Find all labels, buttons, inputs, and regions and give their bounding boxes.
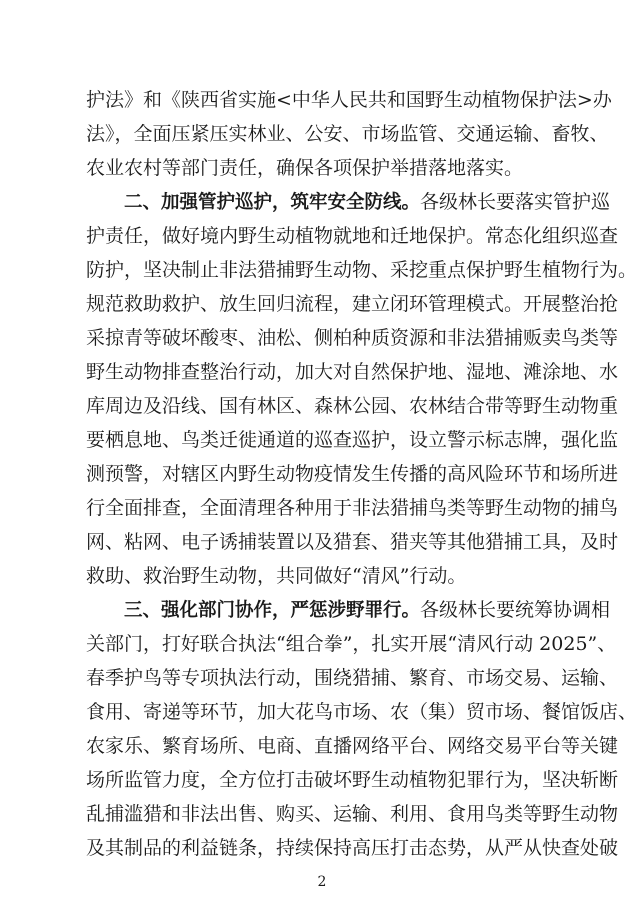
body-line: 农业农村等部门责任，确保各项保护举措落地落实。 bbox=[86, 157, 524, 179]
body-line: 场所监管力度，全方位打击破坏野生动植物犯罪行为，坚决斩断 bbox=[86, 769, 619, 791]
section-two-heading: 二、加强管护巡护，筑牢安全防线。 bbox=[124, 192, 421, 213]
body-line: 食用、寄递等环节，加大花鸟市场、农（集）贸市场、餐馆饭店、 bbox=[86, 701, 638, 723]
section-three-lead: 各级林长要统筹协调相 bbox=[420, 599, 611, 621]
body-line: 关部门，打好联合执法“组合拳”，扎实开展“清风行动 2025”、 bbox=[86, 633, 617, 655]
body-line: 护责任，做好境内野生动植物就地和迁地保护。常态化组织巡查 bbox=[86, 225, 619, 247]
body-line: 规范救助救护、放生回归流程，建立闭环管理模式。开展整治抢 bbox=[86, 293, 619, 315]
body-line: 救助、救治野生动物，共同做好“清风”行动。 bbox=[86, 565, 467, 587]
body-line: 农家乐、繁育场所、电商、直播网络平台、网络交易平台等关键 bbox=[86, 735, 619, 757]
body-line: 及其制品的利益链条，持续保持高压打击态势，从严从快查处破 bbox=[86, 837, 619, 859]
body-line: 要栖息地、鸟类迁徙通道的巡查巡护，设立警示标志牌，强化监 bbox=[86, 429, 619, 451]
body-line: 行全面排查，全面清理各种用于非法猎捕鸟类等野生动物的捕鸟 bbox=[86, 497, 619, 519]
body-line: 法》，全面压紧压实林业、公安、市场监管、交通运输、畜牧、 bbox=[86, 123, 609, 145]
section-two-first-line bbox=[124, 185, 611, 219]
body-line: 采掠青等破坏酸枣、油松、侧柏种质资源和非法猎捕贩卖鸟类等 bbox=[86, 327, 619, 349]
body-line: 防护，坚决制止非法猎捕野生动物、采挖重点保护野生植物行为。 bbox=[86, 259, 638, 281]
section-three-first-line bbox=[124, 593, 611, 627]
body-line: 网、粘网、电子诱捕装置以及猎套、猎夹等其他猎捕工具，及时 bbox=[86, 531, 619, 553]
body-line: 库周边及沿线、国有林区、森林公园、农林结合带等野生动物重 bbox=[86, 395, 619, 417]
section-two-lead: 各级林长要落实管护巡 bbox=[420, 191, 611, 213]
body-line: 乱捕滥猎和非法出售、购买、运输、利用、食用鸟类等野生动物 bbox=[86, 803, 619, 825]
body-line: 护法》和《陕西省实施<中华人民共和国野生动植物保护法>办 bbox=[86, 89, 612, 111]
section-three-heading: 三、强化部门协作，严惩涉野罪行。 bbox=[124, 600, 421, 621]
body-line: 春季护鸟等专项执法行动，围绕猎捕、繁育、市场交易、运输、 bbox=[86, 667, 619, 689]
body-line: 野生动物排查整治行动，加大对自然保护地、湿地、滩涂地、水 bbox=[86, 361, 619, 383]
page-number: 2 bbox=[317, 874, 327, 890]
body-line: 测预警，对辖区内野生动物疫情发生传播的高风险环节和场所进 bbox=[86, 463, 619, 485]
